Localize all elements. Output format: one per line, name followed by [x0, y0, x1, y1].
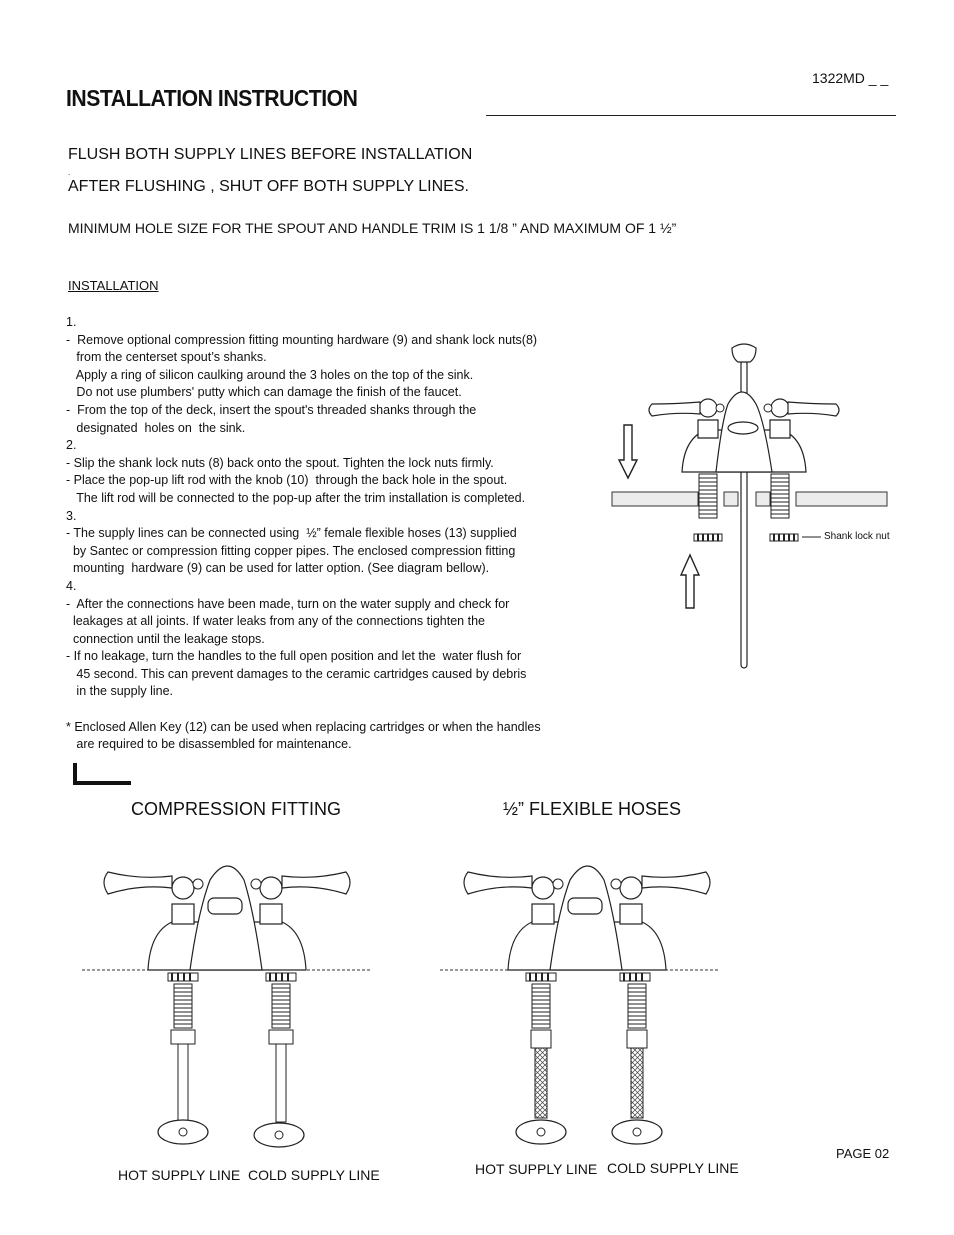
- installation-line: leakages at all joints. If water leaks from any of the connections tighten the: [66, 614, 485, 629]
- installation-line: 1.: [66, 315, 77, 329]
- page-number: PAGE 02: [836, 1146, 890, 1161]
- installation-line: - The supply lines can be connected using ½” female flexible hoses (13) supplied: [66, 526, 517, 541]
- shutoff-instruction: AFTER FLUSHING , SHUT OFF BOTH SUPPLY LINES.: [68, 178, 469, 195]
- compression-fitting-title: COMPRESSION FITTING: [131, 799, 342, 819]
- comp-hot-label: HOT SUPPLY LINE: [118, 1167, 241, 1183]
- hole-size-note: MINIMUM HOLE SIZE FOR THE SPOUT AND HANDLE TRIM IS 1 1/8 ” AND MAXIMUM OF 1 ½”: [68, 220, 677, 236]
- installation-line: - If no leakage, turn the handles to the full open position and let the water flush for: [66, 649, 522, 664]
- flexible-hoses-title: ½” FLEXIBLE HOSES: [503, 799, 682, 819]
- installation-heading: INSTALLATION: [68, 278, 159, 293]
- bracket-mark: [75, 763, 131, 783]
- comp-cold-label: COLD SUPPLY LINE: [248, 1167, 380, 1183]
- installation-line: - Place the pop-up lift rod with the knob (10) through the back hole in the spout.: [66, 473, 508, 488]
- installation-line: 45 second. This can prevent damages to the ceramic cartridges caused by debris: [66, 666, 527, 681]
- model-number: 1322MD _ _: [812, 70, 889, 86]
- flexible-hoses-diagram: [440, 866, 718, 1144]
- flex-hot-label: HOT SUPPLY LINE: [475, 1161, 598, 1177]
- installation-line: - Slip the shank lock nuts (8) back onto the spout. Tighten the lock nuts firmly.: [66, 455, 494, 470]
- installation-line: 2.: [66, 438, 77, 453]
- installation-line: 4.: [66, 578, 77, 593]
- installation-line: mounting hardware (9) can be used for latter option. (See diagram bellow).: [66, 561, 490, 576]
- page-title: INSTALLATION INSTRUCTION: [66, 85, 358, 111]
- installation-line: Apply a ring of silicon caulking around the 3 holes on the top of the sink.: [66, 367, 474, 382]
- flush-instruction: FLUSH BOTH SUPPLY LINES BEFORE INSTALLATION: [68, 146, 473, 163]
- installation-line: by Santec or compression fitting copper pipes. The enclosed compression fitting: [66, 543, 516, 558]
- installation-line: - After the connections have been made, turn on the water supply and check for: [66, 596, 510, 611]
- installation-line: The lift rod will be connected to the pop-up after the trim installation is completed.: [66, 490, 526, 505]
- installation-line: 3.: [66, 508, 77, 523]
- installation-line: Do not use plumbers' putty which can damage the finish of the faucet.: [66, 385, 462, 400]
- installation-line: * Enclosed Allen Key (12) can be used when replacing cartridges or when the handles: [66, 719, 541, 734]
- flex-cold-label: COLD SUPPLY LINE: [607, 1160, 739, 1176]
- installation-line: - Remove optional compression fitting mounting hardware (9) and shank lock nuts(8): [66, 332, 538, 347]
- installation-line: from the centerset spout’s shanks.: [66, 350, 267, 365]
- compression-fitting-diagram: [82, 866, 370, 1147]
- installation-line: - From the top of the deck, insert the spout's threaded shanks through the: [66, 402, 477, 417]
- stray-dot: .: [68, 168, 71, 177]
- shank-lock-nut-label: Shank lock nut: [824, 531, 890, 542]
- installation-line: in the supply line.: [66, 684, 174, 699]
- installation-line: connection until the leakage stops.: [66, 631, 265, 646]
- installation-line: are required to be disassembled for maintenance.: [66, 737, 352, 752]
- installation-line: designated holes on the sink.: [66, 420, 246, 435]
- faucet-install-diagram: [612, 344, 887, 668]
